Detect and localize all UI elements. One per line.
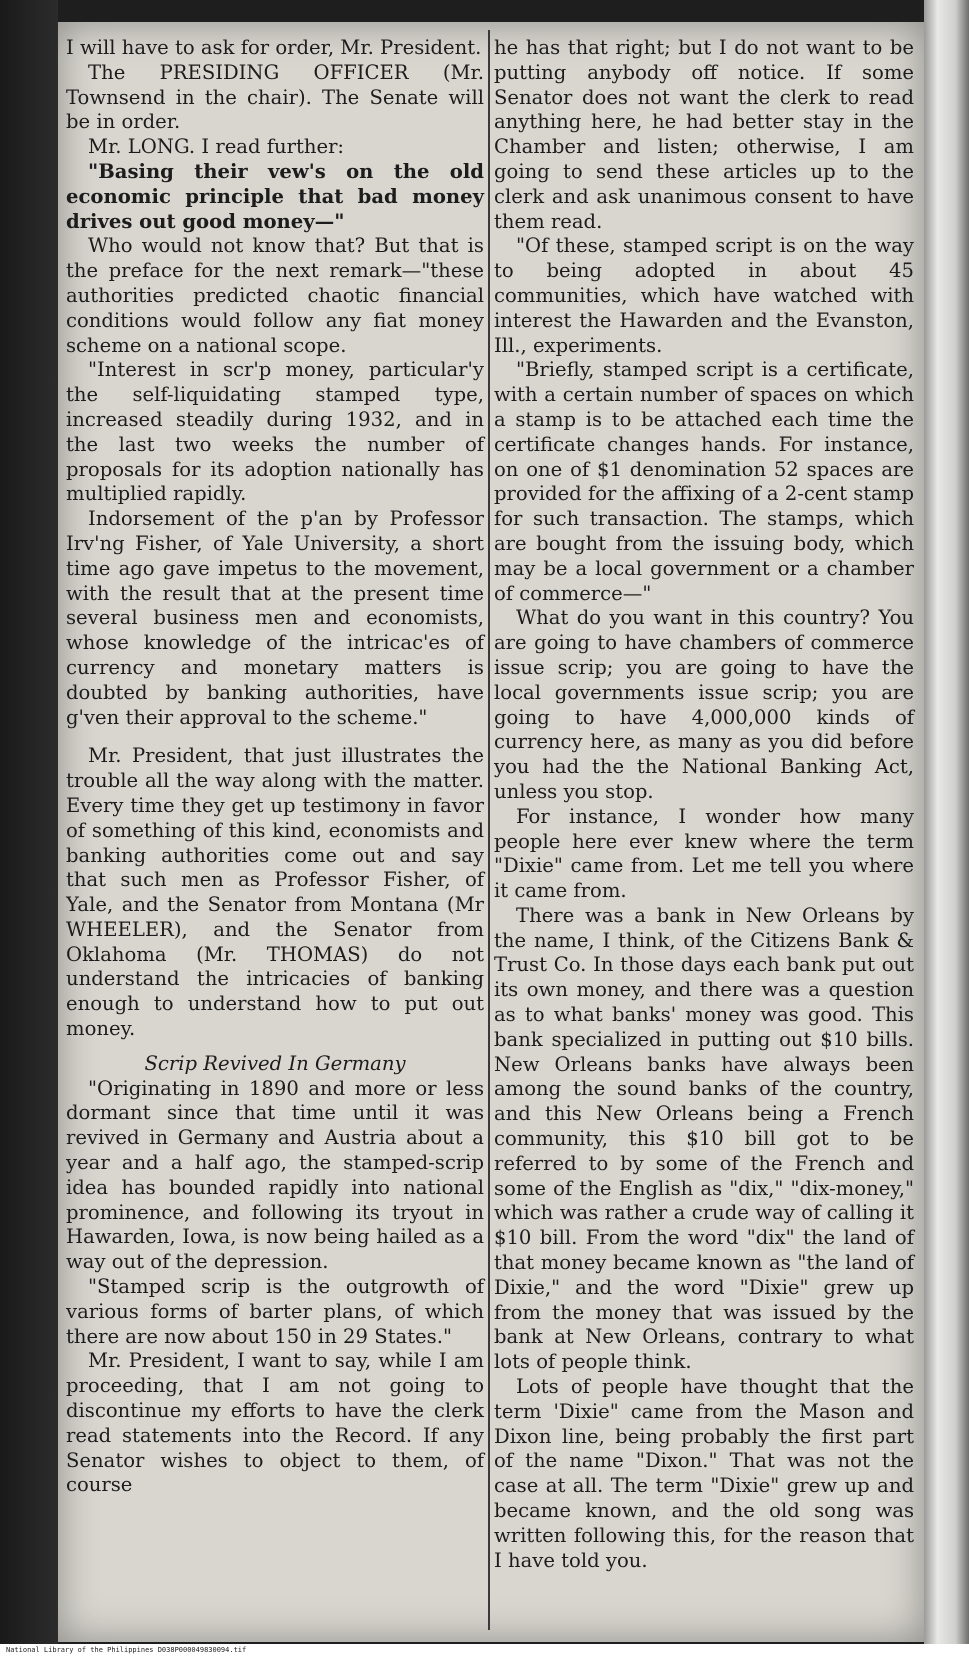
paragraph: Lots of people have thought that the term 'Dixie" came from the Mason and Dixon line, being probably the first part of the name "Dixon." That was not the case at all. The term "Dixie" grew up and became known, and the old song was written following this, for the reason that I have told you. (494, 1375, 914, 1572)
paragraph: "Stamped scrip is the outgrowth of various forms of barter plans, of which there are now about 150 in 29 States." (66, 1275, 484, 1348)
paragraph: "Interest in scr'p money, particular'y the self-liquidating stamped type, increased steadily during 1932, and in the last two weeks the number of proposals for its adoption nationally has multiplied rapidly. (66, 358, 484, 506)
section-heading: Scrip Revived In Germany (144, 1051, 406, 1075)
right-column (494, 36, 914, 1573)
paragraph: "Of these, stamped script is on the way to being adopted in about 45 communities, which have watched with interest the Hawarden and the Evanston, Ill., experiments. (494, 234, 914, 357)
paragraph: What do you want in this country? You are going to have chambers of commerce issue scrip; you are going to have the local governments issue scrip; you are going to have 4,000,000 kinds of currency here, as many as you did before you had the the National Banking Act, unless you stop. (494, 606, 914, 803)
scan-left-margin (0, 0, 58, 1658)
paragraph: There was a bank in New Orleans by the name, I think, of the Citizens Bank & Trust Co. In those days each bank put out its own money, and there was a question as to what banks' money was good. This bank specialized in putting out $10 bills. New Orleans banks have always been among the sound banks of the country, and this New Orleans being a French community, this $10 bill got to be referred to by some of the French and some of the English as "dix," "dix-money," which was rather a crude way of calling it $10 bill. From the word "dix" the land of that money became known as "the land of Dixie," and the word "Dixie" grew up from the money that was issued by the bank at New Orleans, contrary to what lots of people think. (494, 903, 914, 1374)
paragraph: Mr. President, that just illustrates the trouble all the way along with the matter. Every time they get up testimony in favor of something of this kind, economists and banking authorities come out and say that such men as Professor Fisher, of Yale, and the Senator from Montana (Mr WHEELER), and the Senator from Oklahoma (Mr. THOMAS) do not understand the intricacies of banking enough to understand how to put out money. (66, 744, 484, 1041)
scan-footer-caption: National Library of the Philippines D038P000049830094.tif (2, 1645, 250, 1655)
paragraph: "Basing their vew's on the old economic principle that bad money drives out good money—" (66, 159, 484, 233)
scan-right-edge (924, 0, 969, 1658)
paragraph: Who would not know that? But that is the preface for the next remark—"these authorities predicted chaotic financial conditions would follow any fiat money scheme on a national scope. (66, 234, 484, 357)
column-divider (488, 30, 490, 1630)
paragraph: I will have to ask for order, Mr. President. (66, 36, 482, 59)
paragraph: "Originating in 1890 and more or less dormant since that time until it was revived in Germany and Austria about a year and a half ago, the stamped-scrip idea has bounded rapidly into national prominence, and following its tryout in Hawarden, Iowa, is now being hailed as a way out of the depression. (66, 1076, 484, 1274)
paragraph: For instance, I wonder how many people here ever knew where the term "Dixie" came from. Let me tell you where it came from. (494, 804, 914, 903)
paragraph: Indorsement of the p'an by Professor Irv'ng Fisher, of Yale University, a short time ago gave impetus to the movement, with the result that at the present time several business men and economists, whose knowledge of the intricac'es of currency and monetary matters is doubted by banking authorities, have g'ven their approval to the scheme." (66, 507, 484, 729)
paragraph: "Briefly, stamped script is a certificate, with a certain number of spaces on which a stamp is to be attached each time the certificate changes hands. For instance, on one of $1 denomination 52 spaces are provided for the affixing of a 2-cent stamp for such transaction. The stamps, which are bought from the issuing body, which may be a local government or a chamber of commerce—" (494, 358, 914, 605)
paragraph: he has that right; but I do not want to be putting anybody off notice. If some Senator does not want the clerk to read anything here, he had better stay in the Chamber and listen; otherwise, I am going to send these articles up to the clerk and ask unanimous consent to have them read. (494, 36, 914, 233)
left-column (66, 36, 484, 1498)
paragraph: Mr. LONG. I read further: (88, 135, 345, 159)
paragraph: The PRESIDING OFFICER (Mr. Townsend in the chair). The Senate will be in order. (66, 60, 484, 134)
paragraph: Mr. President, I want to say, while I am proceeding, that I am not going to discontinue my efforts to have the clerk read statements into the Record. If any Senator wishes to object to them, of course (66, 1349, 484, 1497)
